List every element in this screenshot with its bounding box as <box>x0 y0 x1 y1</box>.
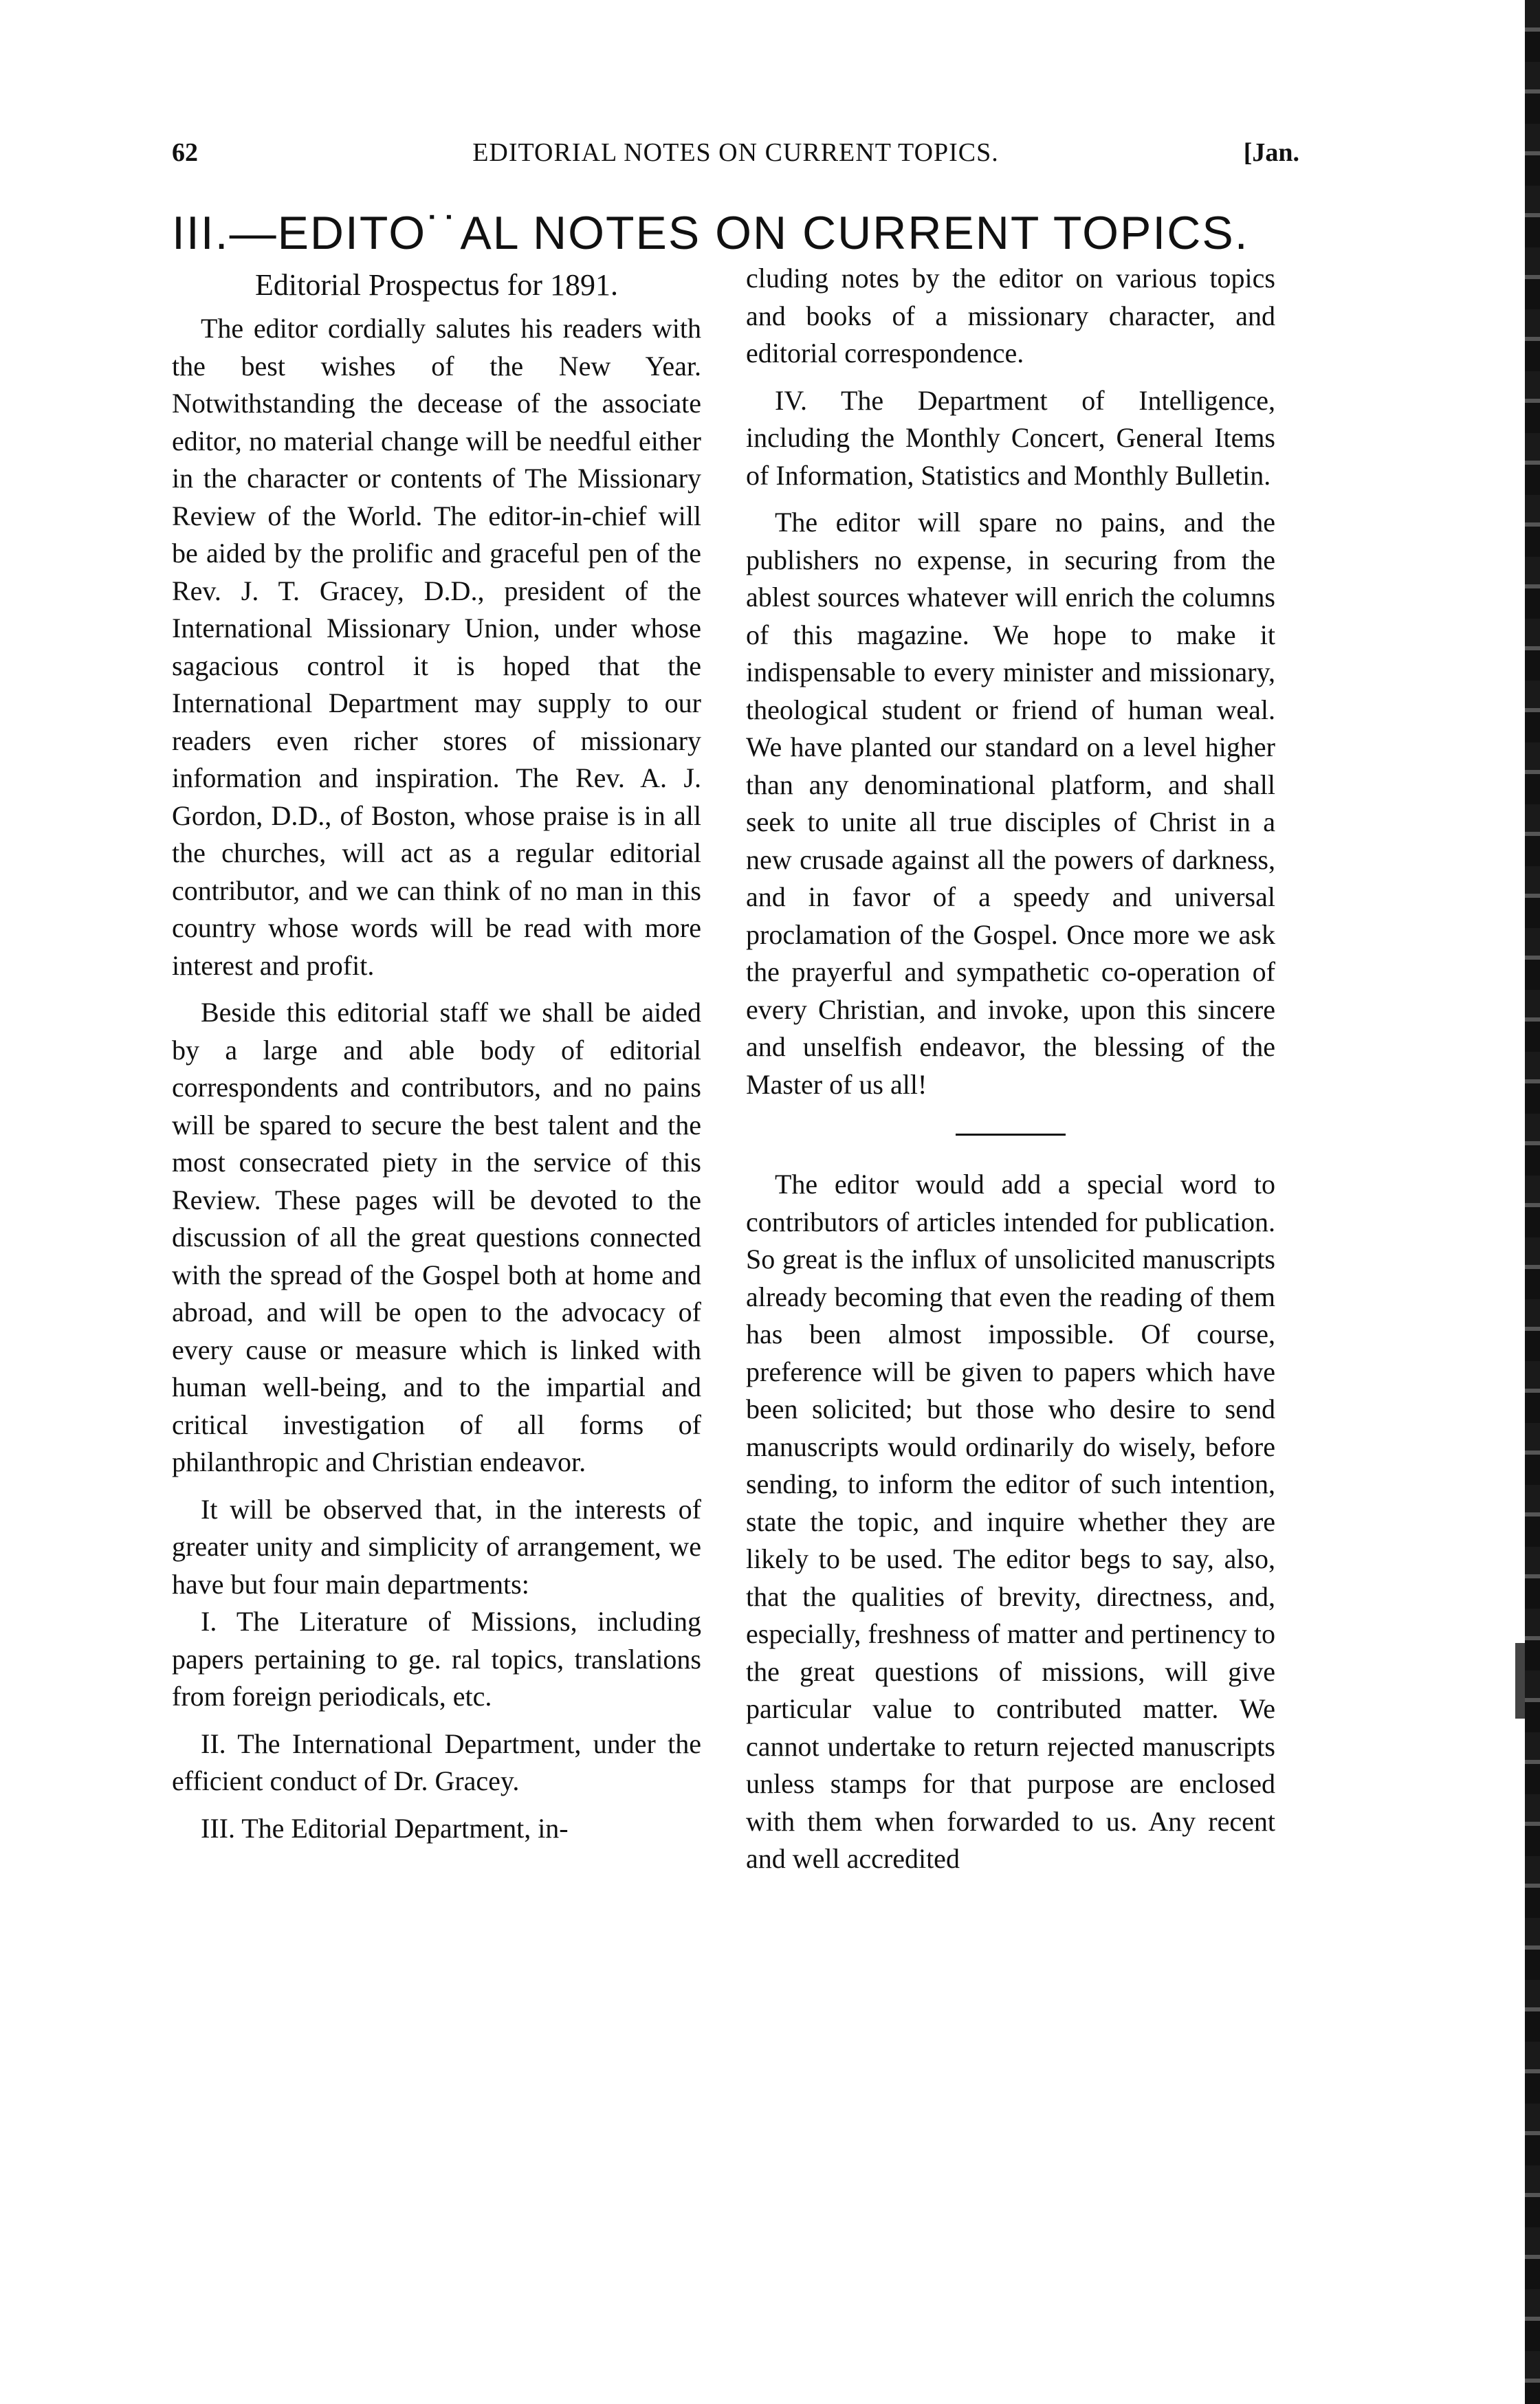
left-paragraph-2: Beside this editorial staff we shall be aided by a large and able body of editorial correspondents and contributors, and no pains will be spared to secure the best talent and the most consecrated piety in the service of this Review. These pages will be devoted to the discussion of all the great questions connected with the spread of the Gospel both at home and abroad, and will be open to the advocacy of every cause or measure which is linked with human well-being, and to the impartial and critical investigation of all forms of philanthropic and Christian endeavor. <box>172 997 701 1477</box>
left-paragraph-4: I. The Literature of Missions, including papers pertaining to ge. ral topics, translations from foreign periodicals, etc. <box>172 1606 701 1712</box>
binding-edge <box>1525 0 1540 2404</box>
section-title: III.—EDITO˙˙AL NOTES ON CURRENT TOPICS. <box>172 207 1249 259</box>
running-head <box>172 137 1299 179</box>
left-column <box>172 265 701 1847</box>
right-paragraph-4: The editor would add a special word to contributors of articles intended for publication. So great is the influx of unsolicited manuscripts already becoming that even the reading of them has been almost impossible. Of course, preference will be given to papers which have been solicited; but those who desire to send manuscripts would ordinarily do wisely, before sending, to inform the editor of such intention, state the topic, and inquire whether they are likely to be used. The editor begs to say, also, that the qualities of brevity, directness, and, especially, freshness of matter and pertinency to the great questions of missions, will give particular value to contributed matter. We cannot undertake to return rejected manuscripts unless stamps for that purpose are enclosed with them when forwarded to us. Any recent and well accredited <box>746 1169 1275 1874</box>
right-paragraph-2: IV. The Department of Intelligence, including the Monthly Concert, General Items of Information, Statistics and Monthly Bulletin. <box>746 384 1275 491</box>
left-paragraph-6: III. The Editorial Department, in- <box>201 1812 569 1844</box>
left-paragraph-5: II. The International Department, under the efficient conduct of Dr. Gracey. <box>172 1728 701 1796</box>
right-paragraph-3: The editor will spare no pains, and the publishers no expense, in securing from the ablest sources whatever will enrich the columns of this magazine. We hope to make it indispensable to every minister and missionary, theological student or friend of human weal. We have planted our standard on a level higher than any denominational platform, and shall seek to unite all true disciples of Christ in a new crusade against all the powers of darkness, and in favor of a speedy and universal proclamation of the Gospel. Once more we ask the prayerful and sympathetic co-operation of every Christian, and invoke, upon this sincere and unselfish endeavor, the blessing of the Master of us all! <box>746 507 1275 1100</box>
running-month: [Jan. <box>1243 138 1299 167</box>
page-number: 62 <box>172 138 198 167</box>
binding-notch <box>1515 1643 1525 1719</box>
section-divider-rule <box>956 1134 1066 1136</box>
running-title: EDITORIAL NOTES ON CURRENT TOPICS. <box>472 138 999 167</box>
article-subhead: Editorial Prospectus for 1891. <box>255 268 618 302</box>
left-paragraph-1: The editor cordially salutes his readers with the best wishes of the New Year. Notwithstanding the decease of the associate editor, no material change will be needful either in the character or contents of The Missionary Review of the World. The editor-in-chief will be aided by the prolific and graceful pen of the Rev. J. T. Gracey, D.D., president of the International Missionary Union, under whose sagacious control it is hoped that the International Department may supply to our readers even richer stores of missionary information and inspiration. The Rev. A. J. Gordon, D.D., of Boston, whose praise is in all the churches, will act as a regular editorial contributor, and we can think of no man in this country whose words will be read with more interest and profit. <box>172 313 701 981</box>
right-column <box>746 260 1275 1878</box>
left-paragraph-3: It will be observed that, in the interests of greater unity and simplicity of arrangement, we have but four main departments: <box>172 1493 701 1600</box>
right-paragraph-1: cluding notes by the editor on various topics and books of a missionary character, and editorial correspondence. <box>746 263 1275 368</box>
